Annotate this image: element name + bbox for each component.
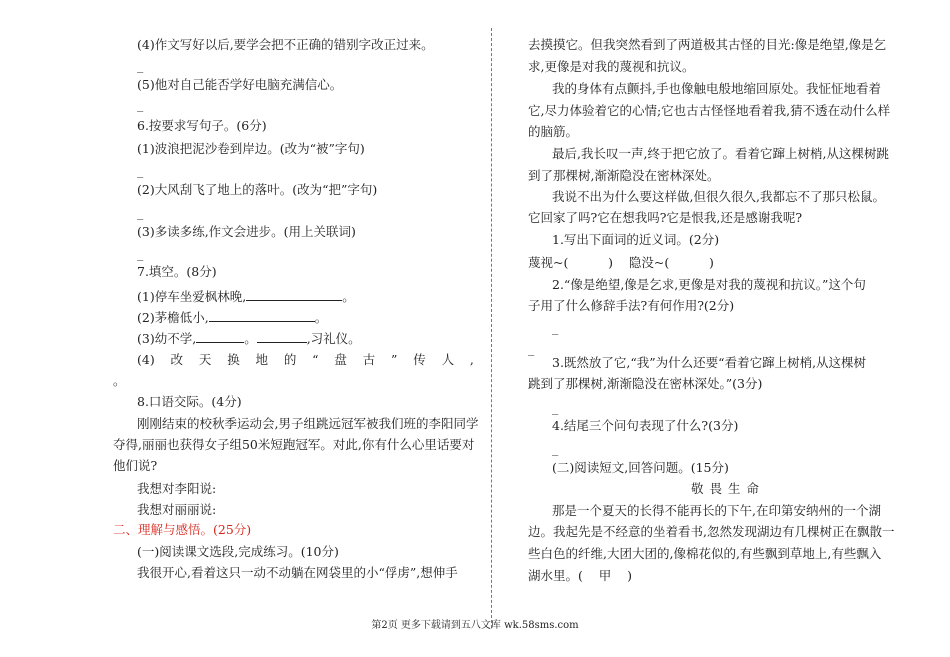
reading-question-1: 1.写出下面词的近义词。(2分)	[552, 232, 720, 247]
question-6-2: (2)大风刮飞了地上的落叶。(改为“把”字句)	[137, 182, 378, 197]
question-7-4-char: 天	[198, 352, 212, 367]
column-divider	[491, 28, 492, 628]
question-8-text-1: 刚刚结束的校秋季运动会,男子组跳远冠军被我们班的李阳同学	[137, 416, 479, 431]
question-7-title: 7.填空。(8分)	[137, 264, 217, 279]
passage-2-line-3: 些白色的纤维,大团大团的,像棉花似的,有些飘到草地上,有些飘入	[528, 546, 882, 561]
answer-blank[interactable]: _	[552, 400, 559, 415]
reading-question-3-a: 3.既然放了它,“我”为什么还要“看着它蹿上树梢,从这棵树	[552, 355, 867, 370]
section-2-heading: 二、理解与感悟。(25分)	[113, 522, 252, 537]
reading-question-3-b: 跳到了那棵树,渐渐隐没在密林深处。”(3分)	[528, 376, 763, 391]
passage-2-line-1: 那是一个夏天的长得不能再长的下午,在印第安纳州的一个湖	[552, 503, 881, 518]
question-6-3: (3)多读多练,作文会进步。(用上关联词)	[137, 224, 356, 239]
question-6-1: (1)波浪把泥沙卷到岸边。(改为“被”字句)	[137, 141, 365, 156]
reading-question-1-words: 蔑视~( ) 隐没~( )	[528, 255, 714, 270]
page-footer: 第2页 更多下载请到五八文库 wk.58sms.com	[371, 620, 579, 631]
question-7-1-text: (1)停车坐爱枫林晚,	[137, 289, 247, 304]
question-7-4-char: “	[312, 352, 319, 367]
question-7-4-char: 盘	[334, 352, 347, 367]
passage-1-line-4: 我的身体有点颤抖,手也像触电般地缩回原处。我怔怔地看着	[552, 81, 881, 96]
question-7-4	[137, 352, 474, 368]
passage-1-line-8: 到了那棵树,渐渐隐没在密林深处。	[528, 168, 720, 183]
passage-2-line-2: 边。我起先是不经意的坐着看书,忽然发现湖边有几棵树正在飘散一	[528, 524, 895, 539]
question-8-text-2: 夺得,丽丽也获得女子组50米短跑冠军。对此,你有什么心里话要对	[113, 437, 475, 452]
question-7-4-char: 人	[441, 352, 455, 367]
question-7-2-text: (2)茅檐低小,	[137, 310, 209, 325]
passage-1-line-2: 去摸摸它。但我突然看到了两道极其古怪的目光:像是绝望,像是乞	[528, 37, 887, 52]
reading-question-2-b: 子用了什么修辞手法?有何作用?(2分)	[528, 298, 735, 313]
question-7-4-char: 地	[255, 352, 269, 367]
answer-blank[interactable]: _	[552, 320, 559, 335]
question-8-title: 8.口语交际。(4分)	[137, 394, 242, 409]
passage-1-line-10: 它回家了吗?它在想我吗?它是恨我,还是感谢我呢?	[528, 210, 803, 225]
part-2-heading: (二)阅读短文,回答问题。(15分)	[552, 460, 729, 475]
passage-1-line-7: 最后,我长叹一声,终于把它放了。看着它蹿上树梢,从这棵树跳	[552, 146, 889, 161]
part-1-heading: (一)阅读课文选段,完成练习。(10分)	[137, 544, 339, 559]
question-7-4-char: 古	[362, 352, 376, 367]
passage-1-line-3: 求,更像是对我的蔑视和抗议。	[528, 59, 695, 74]
answer-blank[interactable]: _	[137, 97, 144, 112]
question-6-title: 6.按要求写句子。(6分)	[137, 118, 267, 133]
question-5-4: (4)作文写好以后,要学会把不正确的错别字改正过来。	[137, 37, 434, 52]
answer-blank[interactable]: _	[552, 441, 559, 456]
question-7-4-char: 改	[170, 352, 184, 367]
answer-blank[interactable]: _	[137, 205, 144, 220]
question-7-4-char: ”	[391, 352, 398, 367]
passage-1-line-5: 它,尽力体验着它的心情;它也古古怪怪地看着我,猜不透在动什么样	[528, 103, 891, 118]
question-7-4-char: 换	[227, 352, 240, 367]
question-7-3-text-c: ,习礼仪。	[306, 331, 361, 346]
fill-blank[interactable]	[246, 288, 342, 301]
question-7-4-char: 传	[413, 352, 426, 367]
fill-blank[interactable]	[209, 309, 315, 322]
question-8-text-3: 他们说?	[113, 458, 158, 473]
question-7-4-end: 。	[113, 373, 126, 388]
passage-2-line-4: 湖水里。( 甲 )	[528, 568, 633, 583]
question-7-4-char: (4)	[137, 352, 155, 367]
question-7-3-text-a: (3)幼不学,	[137, 331, 197, 346]
answer-blank[interactable]: _	[528, 341, 535, 356]
prompt-lili: 我想对丽丽说:	[137, 502, 217, 517]
passage-1-line-9: 我说不出为什么要这样做,但很久很久,我都忘不了那只松鼠。	[552, 189, 885, 204]
passage-1-line-1: 我很开心,看着这只一动不动躺在网袋里的小“俘虏”,想伸手	[137, 565, 458, 580]
question-7-4-char: 的	[283, 352, 297, 367]
question-7-3-text-b: 。	[244, 331, 257, 346]
prompt-li-yang: 我想对李阳说:	[137, 481, 217, 496]
passage-2-title: 敬畏生命	[691, 481, 766, 496]
question-5-5: (5)他对自己能否学好电脑充满信心。	[137, 77, 343, 92]
reading-question-2-a: 2.“像是绝望,像是乞求,更像是对我的蔑视和抗议。”这个句	[552, 277, 866, 292]
question-7-4-char: ,	[469, 352, 474, 367]
fill-blank[interactable]	[257, 330, 307, 343]
passage-1-line-6: 的脑筋。	[528, 124, 579, 139]
answer-blank[interactable]: _	[137, 58, 144, 73]
question-7-1: (1)停车坐爱枫林晚, 。	[137, 289, 355, 304]
question-7-3	[137, 330, 361, 347]
reading-question-4: 4.结尾三个问句表现了什么?(3分)	[552, 418, 739, 433]
answer-blank[interactable]: _	[137, 246, 144, 261]
fill-blank[interactable]	[196, 330, 244, 343]
question-7-2: (2)茅檐低小, 。	[137, 310, 328, 325]
answer-blank[interactable]: _	[137, 163, 144, 178]
